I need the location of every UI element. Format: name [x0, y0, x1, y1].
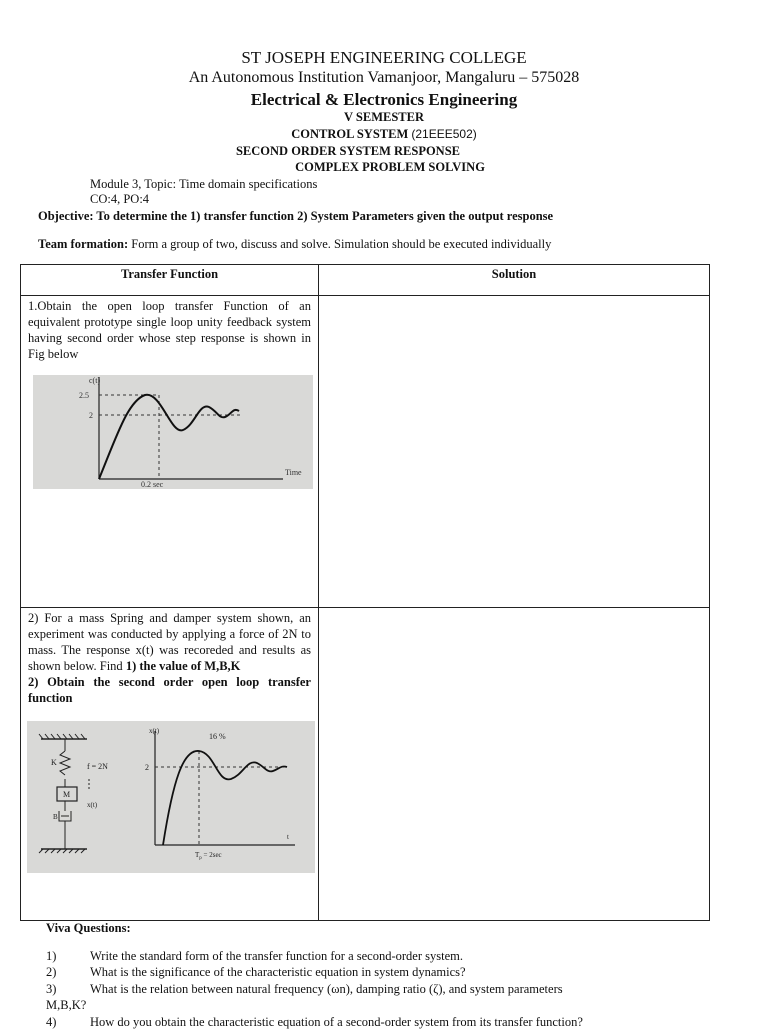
- department-name: Electrical & Electronics Engineering: [250, 90, 518, 109]
- fig1-xlabel: Time: [285, 468, 302, 477]
- fig2-ylabel: x(t): [149, 727, 160, 735]
- table-column-divider: [318, 265, 319, 920]
- team-label: Team formation:: [38, 237, 129, 251]
- table-row-divider: [21, 607, 709, 608]
- team-formation: [38, 237, 551, 252]
- fig2-overshoot: 16 %: [209, 732, 226, 741]
- problem-table: [20, 264, 710, 921]
- course-name: CONTROL SYSTEM: [291, 127, 409, 141]
- viva-num-1: 1): [46, 949, 57, 963]
- fig2-damper-label: B: [53, 813, 58, 821]
- step-response-figure-1: [33, 375, 313, 489]
- viva-item-3-cont: M,B,K?: [46, 998, 87, 1012]
- q2-bold-1: 1) the value of M,B,K: [125, 659, 241, 673]
- fig2-tick-2: 2: [145, 763, 149, 772]
- fig1-tick-2-5: 2.5: [79, 391, 89, 400]
- fig2-xtick-val: = 2sec: [201, 851, 222, 859]
- fig1-ylabel: c(t): [89, 376, 101, 385]
- fig2-xtick-t: T: [195, 851, 200, 859]
- col-header-transfer-function: Transfer Function: [120, 267, 219, 281]
- fig2-xlabel: t: [287, 833, 289, 841]
- viva-title: Viva Questions:: [46, 921, 131, 935]
- question-1-text: 1.Obtain the open loop transfer Function of an equivalent prototype single loop unity feedback system having second order whose step response is shown in Fig below: [28, 299, 311, 361]
- question-2-text: [28, 610, 311, 706]
- fig2-background: [27, 721, 315, 873]
- co-po: CO:4, PO:4: [90, 192, 150, 206]
- viva-text-1: Write the standard form of the transfer function for a second-order system.: [90, 949, 463, 963]
- semester: V SEMESTER: [343, 110, 424, 124]
- objective: Objective: To determine the 1) transfer function 2) System Parameters given the output response: [38, 209, 554, 223]
- fig1-tick-2: 2: [89, 411, 93, 420]
- fig1-background: [33, 375, 313, 489]
- course-code: (21EEE502): [411, 127, 477, 141]
- q2-bold-2: 2) Obtain the second order open loop transfer function: [28, 675, 311, 705]
- course-title: [0, 127, 768, 142]
- fig2-spring-label: K: [51, 758, 57, 767]
- topic-title: SECOND ORDER SYSTEM RESPONSE: [235, 144, 460, 158]
- fig2-disp-label: x(t): [87, 801, 98, 809]
- fig2-force-label: f = 2N: [87, 762, 108, 771]
- viva-text-2: What is the significance of the characteristic equation in system dynamics?: [90, 965, 466, 979]
- viva-num-4: 4): [46, 1015, 57, 1029]
- module-topic: Module 3, Topic: Time domain specifications: [90, 177, 318, 191]
- msd-figure-2: [27, 721, 315, 873]
- col-header-solution: Solution: [491, 267, 537, 281]
- fig2-mass-label: M: [63, 790, 71, 799]
- table-header-divider: [21, 295, 709, 296]
- viva-num-3: 3): [46, 982, 57, 996]
- college-name: ST JOSEPH ENGINEERING COLLEGE: [241, 48, 527, 67]
- institution-line: An Autonomous Institution Vamanjoor, Mangaluru – 575028: [188, 69, 580, 86]
- activity-title: COMPLEX PROBLEM SOLVING: [295, 160, 485, 174]
- viva-num-2: 2): [46, 965, 57, 979]
- fig2-xtick-sub: p: [199, 856, 202, 861]
- fig1-xtick: 0.2 sec: [141, 480, 164, 489]
- viva-text-4: How do you obtain the characteristic equation of a second-order system from its transfer function?: [90, 1015, 583, 1029]
- q2-text: 2) For a mass Spring and damper system shown, an experiment was conducted by applying a force of 2N to mass. The response x(t) was recoreded and results as shown below. Find: [28, 611, 311, 673]
- team-text: Form a group of two, discuss and solve. Simulation should be executed individually: [128, 237, 552, 251]
- viva-text-3: What is the relation between natural frequency (ωn), damping ratio (ζ), and system parameters: [90, 982, 563, 996]
